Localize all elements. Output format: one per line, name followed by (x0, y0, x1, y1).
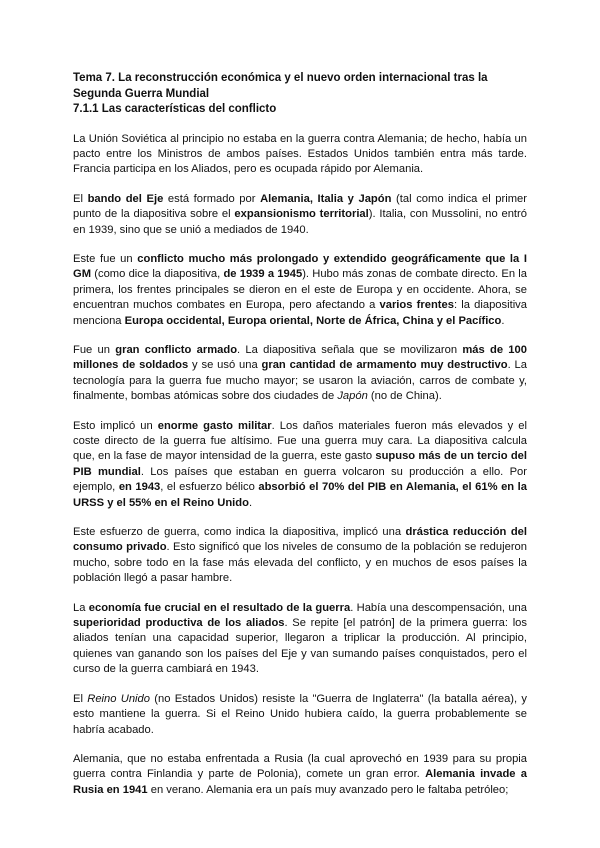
bold-text: de 1939 a 1945 (223, 268, 303, 281)
paragraph (73, 601, 527, 678)
text-run: El (73, 192, 88, 205)
text-run: , el esfuerzo bélico (160, 481, 259, 494)
text-run: está formado por (163, 192, 261, 205)
text-run: y se usó una (188, 359, 262, 372)
text-run: (como dice la diapositiva, (91, 268, 224, 281)
text-run: . Los daños materiales fueron más elevados y el coste directo de la guerra fue altísimo. Fue una guerra muy cara. La diapositiva calcula que, en la fase de mayor intensidad de la guerra, este gasto (73, 419, 528, 463)
paragraph (73, 192, 527, 238)
text-run: en verano. Alemania era un país muy avanzado pero le faltaba petróleo; (147, 783, 509, 796)
text-run: Esto implicó un (73, 419, 158, 432)
section-title: 7.1.1 Las características del conflicto (73, 103, 277, 115)
document-body (73, 132, 527, 799)
text-run: (no de China). (367, 390, 442, 403)
text-run: . Había una descompensación, una (350, 601, 527, 614)
text-run: Este esfuerzo de guerra, como indica la diapositiva, implicó una (73, 526, 406, 539)
bold-text: en 1943 (118, 481, 161, 494)
italic-text: Reino Unido (87, 692, 150, 705)
text-run: : la diapositiva menciona (73, 299, 527, 327)
text-run: El (73, 692, 88, 705)
bold-text: Alemania invade a Rusia en 1941 (73, 768, 527, 796)
text-run: La Unión Soviética al principio no estaba en la guerra contra Alemania; de hecho, había un pacto entre los Ministros de ambos países. Estados Unidos también entra más tarde. Francia participa en los Aliados, pero es ocupada rápido por Alemania. (73, 132, 527, 176)
bold-text: bando del Eje (87, 192, 164, 205)
paragraph (73, 252, 527, 329)
text-run: Este fue un (73, 252, 138, 265)
text-run: (tal como indica el primer punto de la diapositiva sobre el (73, 192, 528, 221)
text-run: La (73, 601, 89, 614)
text-run: . (248, 496, 253, 509)
paragraph (73, 692, 527, 738)
text-run: . Esto significó que los niveles de consumo de la población se redujeron mucho, sobre todo en la fase más elevada del conflicto, y en muchos de esos países la población llegó a pasar hambre. (73, 541, 527, 585)
paragraph (73, 343, 527, 405)
bold-text: gran cantidad de armamento muy destructivo (261, 359, 508, 372)
bold-text: enorme gasto militar (157, 419, 272, 432)
bold-text: absorbió el 70% del PIB en Alemania, el 61% en la URSS y el 55% en el Reino Unido (73, 481, 527, 509)
bold-text: Europa occidental, Europa oriental, Norte de África, China y el Pacífico (124, 314, 502, 327)
text-run: . La tecnología para la guerra fue mucho mayor; se usaron la aviación, carros de combate y, finalmente, bombas atómicas sobre dos ciudades de (73, 359, 527, 403)
paragraph (73, 419, 527, 511)
bold-text: Alemania, Italia y Japón (260, 192, 392, 205)
paragraph (73, 132, 527, 178)
bold-text: economía fue crucial en el resultado de la guerra (88, 601, 351, 614)
text-run: Alemania, que no estaba enfrentada a Rusia (la cual aprovechó en 1939 para su propia guerra contra Finlandia y parte de Polonia), comete un gran error. (73, 752, 527, 781)
text-run: Fue un (73, 343, 116, 356)
paragraph (73, 525, 527, 587)
bold-text: superioridad productiva de los aliados (73, 617, 285, 630)
bold-text: expansionismo territorial (234, 208, 369, 221)
text-run: ). Hubo más zonas de combate directo. En la primera, los frentes principales se dieron en el este de Europa y en occidente. Ahora, se encuentran muchos combates en Europa, pero afectando a (73, 268, 527, 312)
paragraph (73, 752, 527, 798)
topic-title: Tema 7. La reconstrucción económica y el nuevo orden internacional tras la Segunda Guerra Mundial (73, 72, 488, 100)
bold-text: supuso más de un tercio del PIB mundial (73, 450, 527, 478)
text-run: . (501, 314, 505, 327)
text-run: (no Estados Unidos) resiste la "Guerra de Inglaterra" (la batalla aérea), y esto mantiene la guerra. Si el Reino Unido hubiera caído, la guerra probablemente se habría acabado. (73, 692, 528, 736)
italic-text: Japón (337, 390, 368, 403)
text-run: . Los países que estaban en guerra volcaron su producción a ello. Por ejemplo, (73, 465, 527, 494)
text-run: ). Italia, con Mussolini, no entró en 1939, sino que se unió a mediados de 1940. (73, 208, 527, 236)
bold-text: varios frentes (379, 299, 454, 312)
bold-text: conflicto mucho más prolongado y extendido geográficamente que la I GM (73, 252, 527, 281)
bold-text: más de 100 millones de soldados (73, 343, 527, 372)
bold-text: gran conflicto armado (115, 343, 238, 356)
bold-text: drástica reducción del consumo privado (73, 526, 527, 554)
text-run: . Se repite [el patrón] de la primera guerra: los aliados tenían una capacidad superior, llegaron a triplicar la producción. Al principio, quienes van ganando son los países del Eje y van sumando países conquistados, pero el curso de la guerra cambiará en 1943. (73, 617, 527, 676)
text-run: . La diapositiva señala que se movilizaron (237, 343, 463, 356)
